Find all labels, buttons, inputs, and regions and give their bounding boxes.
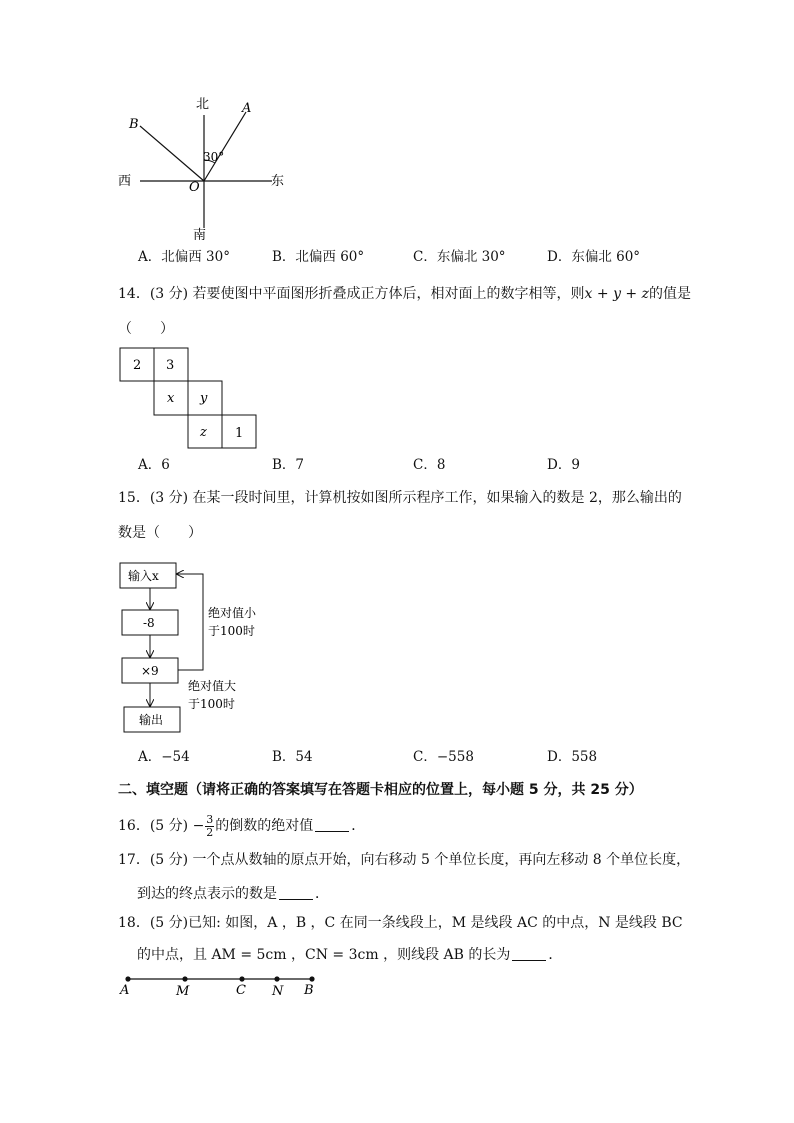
q16-numerator: 3 <box>206 812 214 826</box>
q15-choice-d: D．558 <box>547 749 598 765</box>
label-m: M <box>176 984 190 999</box>
loop-label-line2: 于100时 <box>208 624 255 638</box>
net-cell-1: 2 <box>133 358 142 373</box>
flow-times-label: ×9 <box>141 664 159 678</box>
q14-text: 14．(3 分) 若要使图中平面图形折叠成正方体后，相对面上的数字相等，则 <box>118 286 585 302</box>
point-c <box>239 976 244 981</box>
q15-choice-a: A．−54 <box>138 749 190 765</box>
exit-label-line1: 绝对值大 <box>188 679 237 693</box>
point-n <box>274 976 279 981</box>
q16-suffix: 的倒数的绝对值 <box>215 818 314 834</box>
q16-end: ． <box>351 818 366 834</box>
net-cell-2: 3 <box>166 358 175 373</box>
q14-paren: （ ） <box>118 321 174 337</box>
label-point-b: B <box>129 117 139 132</box>
q14-text-end: 的值是 <box>649 286 691 302</box>
q17-stem: 17．(5 分) 一个点从数轴的原点开始，向右移动 5 个单位长度，再向左移动 8 个单位长度， <box>118 852 691 868</box>
q17-answer-blank[interactable] <box>279 885 313 900</box>
net-cell-z: z <box>200 425 207 440</box>
q13-choice-b: B．北偏西 60° <box>272 249 365 265</box>
label-east: 东 <box>271 174 285 189</box>
point-b <box>309 976 314 981</box>
q17-end: ． <box>315 886 329 902</box>
point-a <box>125 976 130 981</box>
q15-choice-c: C．−558 <box>413 749 474 765</box>
label-a: A <box>120 983 130 998</box>
flow-minus-label: -8 <box>143 616 155 630</box>
q16-answer-blank[interactable] <box>315 817 349 832</box>
ray-ob <box>140 126 204 181</box>
label-angle: 30° <box>203 150 225 164</box>
flow-output-label: 输出 <box>139 713 164 727</box>
net-cell-6: 1 <box>235 426 244 441</box>
q14-choice-c: C．8 <box>413 457 446 473</box>
q14-expression: x + y + z <box>584 286 649 302</box>
q13-choice-d: D．东偏北 60° <box>547 249 641 265</box>
q18-text: 的中点，且 AM = 5cm ，CN = 3cm ，则线段 AB 的长为 <box>137 947 511 963</box>
q18-stem-2 <box>137 945 562 965</box>
q14-choice-a: A．6 <box>138 457 170 473</box>
section-heading-fill-in: 二、填空题（请将正确的答案填写在答题卡相应的位置上，每小题 5 分，共 25 分） <box>118 782 643 798</box>
net-cell-x: x <box>167 391 175 406</box>
cube-net-diagram <box>118 346 260 450</box>
flow-input-label: 输入x <box>128 569 159 583</box>
q13-choice-c: C．东偏北 30° <box>413 249 506 265</box>
label-point-a: A <box>242 101 252 116</box>
label-north: 北 <box>196 97 210 112</box>
label-origin: O <box>189 180 200 195</box>
q18-answer-blank[interactable] <box>512 946 546 961</box>
q17-text: 到达的终点表示的数是 <box>137 886 277 902</box>
q14-stem <box>118 284 691 304</box>
point-m <box>182 976 187 981</box>
q15-stem: 15．(3 分) 在某一段时间里，计算机按如图所示程序工作，如果输入的数是 2，那么输出的 <box>118 490 682 506</box>
q18-stem: 18．(5 分)已知: 如图，A ，B ，C 在同一条线段上，M 是线段 AC 的中点，N 是线段 BC <box>118 915 683 931</box>
q16-prefix: 16．(5 分) <box>118 818 189 834</box>
compass-diagram <box>110 90 300 240</box>
q16-fraction <box>205 814 214 839</box>
net-cell-y: y <box>200 391 208 406</box>
q17-stem-2 <box>137 884 329 904</box>
q18-end: ． <box>548 947 563 963</box>
label-c: C <box>236 983 246 998</box>
label-west: 西 <box>118 174 132 189</box>
q14-choice-b: B．7 <box>272 457 305 473</box>
exit-label-line2: 于100时 <box>188 697 235 711</box>
segment-diagram <box>115 972 325 1000</box>
q16-denominator: 2 <box>206 825 214 839</box>
q15-stem-2: 数是（ ） <box>118 525 202 541</box>
label-south: 南 <box>193 228 207 240</box>
label-b: B <box>304 983 314 998</box>
q16-stem <box>118 811 365 841</box>
q16-sign: − <box>192 818 205 834</box>
q13-choice-a: A．北偏西 30° <box>138 249 230 265</box>
q15-choice-b: B．54 <box>272 749 313 765</box>
ray-oa <box>204 112 246 181</box>
loop-label-line1: 绝对值小 <box>208 606 257 620</box>
q14-choice-d: D．9 <box>547 457 580 473</box>
label-n: N <box>272 984 284 999</box>
flowchart <box>115 558 295 738</box>
